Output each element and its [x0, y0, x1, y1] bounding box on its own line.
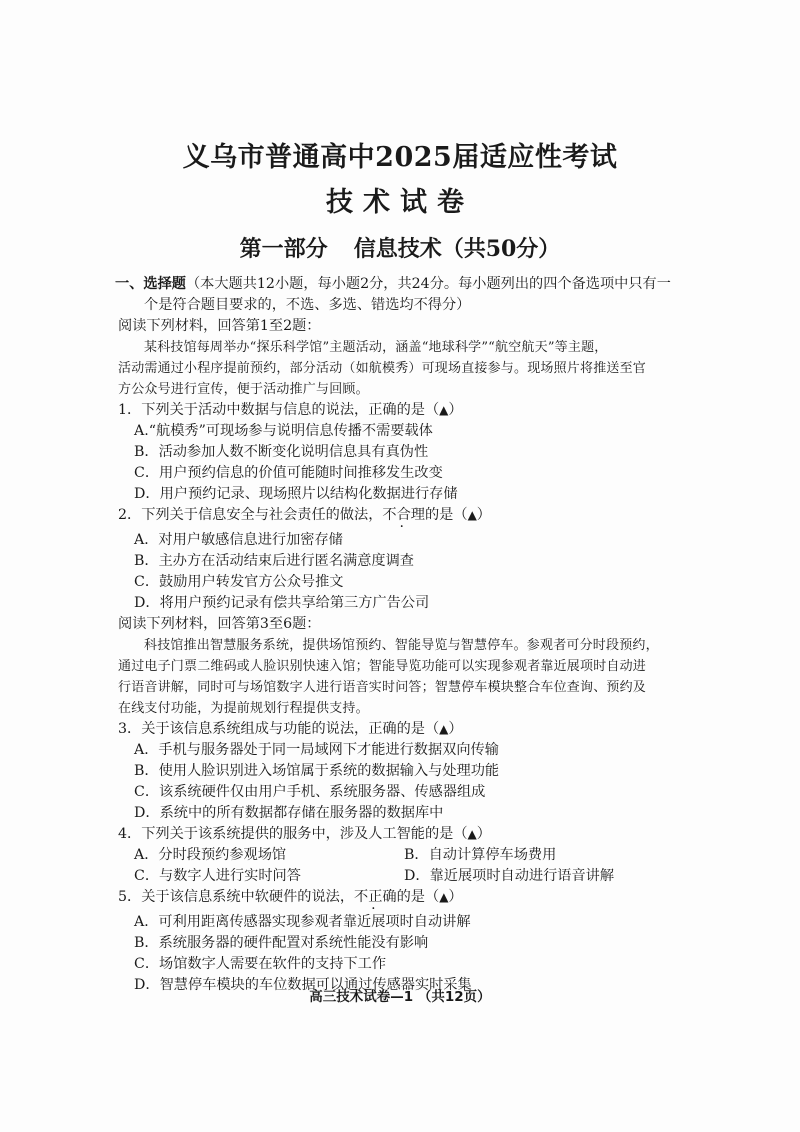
question-2-option-d: D．将用户预约记录有偿共享给第三方广告公司	[134, 595, 430, 611]
answer-marker: ▲	[467, 827, 477, 841]
question-3-option-d: D．系统中的所有数据都存储在服务器的数据库中	[134, 805, 444, 821]
question-2-option-c: C．鼓励用户转发官方公众号推文	[134, 574, 344, 590]
answer-marker: ▲	[439, 722, 449, 736]
part-subject: 信息技术（共50分）	[353, 236, 561, 262]
question-5-option-d: D．智慧停车模块的车位数据可以通过传感器实时采集	[134, 977, 472, 993]
question-2-text: 2．下列关于信息安全与社会责任的做法，	[118, 507, 383, 523]
question-1-option-d: D．用户预约记录、现场照片以结构化数据进行存储	[134, 486, 458, 502]
exam-subtitle: 技术试卷	[326, 187, 474, 218]
question-1-close: ）	[448, 402, 463, 418]
question-2-option-b: B．主办方在活动结束后进行匿名满意度调查	[134, 553, 414, 569]
part-label: 第一部分	[239, 236, 328, 262]
question-4-option-d: D．靠近展项时自动进行语音讲解	[404, 868, 615, 884]
material2-intro: 阅读下列材料，回答第3至6题：	[118, 616, 321, 632]
material2-line: 行语音讲解，同时可与场馆数字人进行语音实时问答；智慧停车模块整合车位查询、预约及	[118, 680, 647, 695]
part-heading	[0, 232, 800, 263]
question-4-options-row	[118, 866, 698, 887]
material1-line: 某科技馆每周举办“探乐科学馆”主题活动，涵盖“地球科学”“航空航天”等主题，	[144, 340, 608, 355]
answer-marker: ▲	[439, 890, 449, 904]
question-5-option-a: A．可利用距离传感器实现参观者靠近展项时自动讲解	[134, 914, 471, 930]
answer-marker: ▲	[467, 508, 477, 522]
question-4-option-c: C．与数字人进行实时问答	[134, 868, 301, 884]
question-5-option-b: B．系统服务器的硬件配置对系统性能没有影响	[134, 935, 429, 951]
question-4-close: ）	[476, 826, 491, 842]
question-1-stem	[118, 400, 698, 421]
question-3-option-b: B．使用人脸识别进入场馆属于系统的数据输入与处理功能	[134, 763, 500, 779]
exam-body	[115, 274, 698, 996]
question-2-text-tail: 的是（	[424, 507, 468, 523]
answer-marker: ▲	[439, 403, 449, 417]
question-2-close: ）	[476, 507, 491, 523]
emphasis-text: 不正确	[354, 889, 397, 905]
question-3-text: 3．关于该信息系统组成与功能的说法，正确的是（	[118, 721, 440, 737]
question-5-close: ）	[448, 889, 463, 905]
exam-title: 义乌市普通高中2025届适应性考试	[182, 142, 618, 173]
question-3-option-a: A．手机与服务器处于同一局域网下才能进行数据双向传输	[134, 742, 499, 758]
question-4-text: 4．下列关于该系统提供的服务中，涉及人工智能的是（	[118, 826, 468, 842]
material2-line: 在线支付功能，为提前规划行程提供支持。	[118, 701, 369, 716]
question-4-option-b: B．自动计算停车场费用	[404, 847, 557, 863]
question-1-option-a: A.“航模秀”可现场参与说明信息传播不需要载体	[134, 423, 433, 439]
material1-line: 活动需通过小程序提前预约，部分活动（如航模秀）可现场直接参与。现场照片将推送至官	[118, 361, 647, 376]
question-1-option-b: B．活动参加人数不断变化说明信息具有真伪性	[134, 444, 429, 460]
question-2-option-a: A．对用户敏感信息进行加密存储	[134, 532, 343, 548]
page-footer: 高三技术试卷—1 （共12页）	[309, 989, 491, 1005]
question-5-text: 5．关于该信息系统中软硬件的说法，	[118, 889, 355, 905]
question-4-stem	[118, 824, 698, 845]
question-3-close: ）	[448, 721, 463, 737]
question-5-stem	[118, 887, 698, 908]
section-desc-line2: 个是符合题目要求的，不选、多选、错选均不得分）	[144, 297, 471, 313]
question-3-option-c: C．该系统硬件仅由用户手机、系统服务器、传感器组成	[134, 784, 486, 800]
emphasis-text: 不合理	[382, 507, 425, 523]
question-5-option-c: C．场馆数字人需要在软件的支持下工作	[134, 956, 387, 972]
question-4-options-row	[118, 845, 698, 866]
section-desc-line1: （本大题共12小题，每小题2分，共24分。每小题列出的四个备选项中只有一	[185, 276, 671, 292]
section-header	[115, 274, 698, 295]
question-1-option-c: C．用户预约信息的价值可能随时间推移发生改变	[134, 465, 443, 481]
question-2-stem	[118, 505, 698, 526]
question-1-text: 1．下列关于活动中数据与信息的说法，正确的是（	[118, 402, 440, 418]
question-4-option-a: A．分时段预约参观场馆	[134, 847, 287, 863]
material1-line: 方公众号进行宣传，便于活动推广与回顾。	[118, 382, 369, 397]
material2-line: 通过电子门票二维码或人脸识别快速入馆；智能导览功能可以实现参观者靠近展项时自动进	[118, 659, 647, 674]
question-5-text-tail: 的是（	[396, 889, 440, 905]
material2-line: 科技馆推出智慧服务系统，提供场馆预约、智能导览与智慧停车。参观者可分时段预约，	[144, 638, 659, 653]
question-3-stem	[118, 719, 698, 740]
material1-intro: 阅读下列材料，回答第1至2题：	[118, 318, 321, 334]
section-label: 一、选择题	[115, 276, 186, 292]
